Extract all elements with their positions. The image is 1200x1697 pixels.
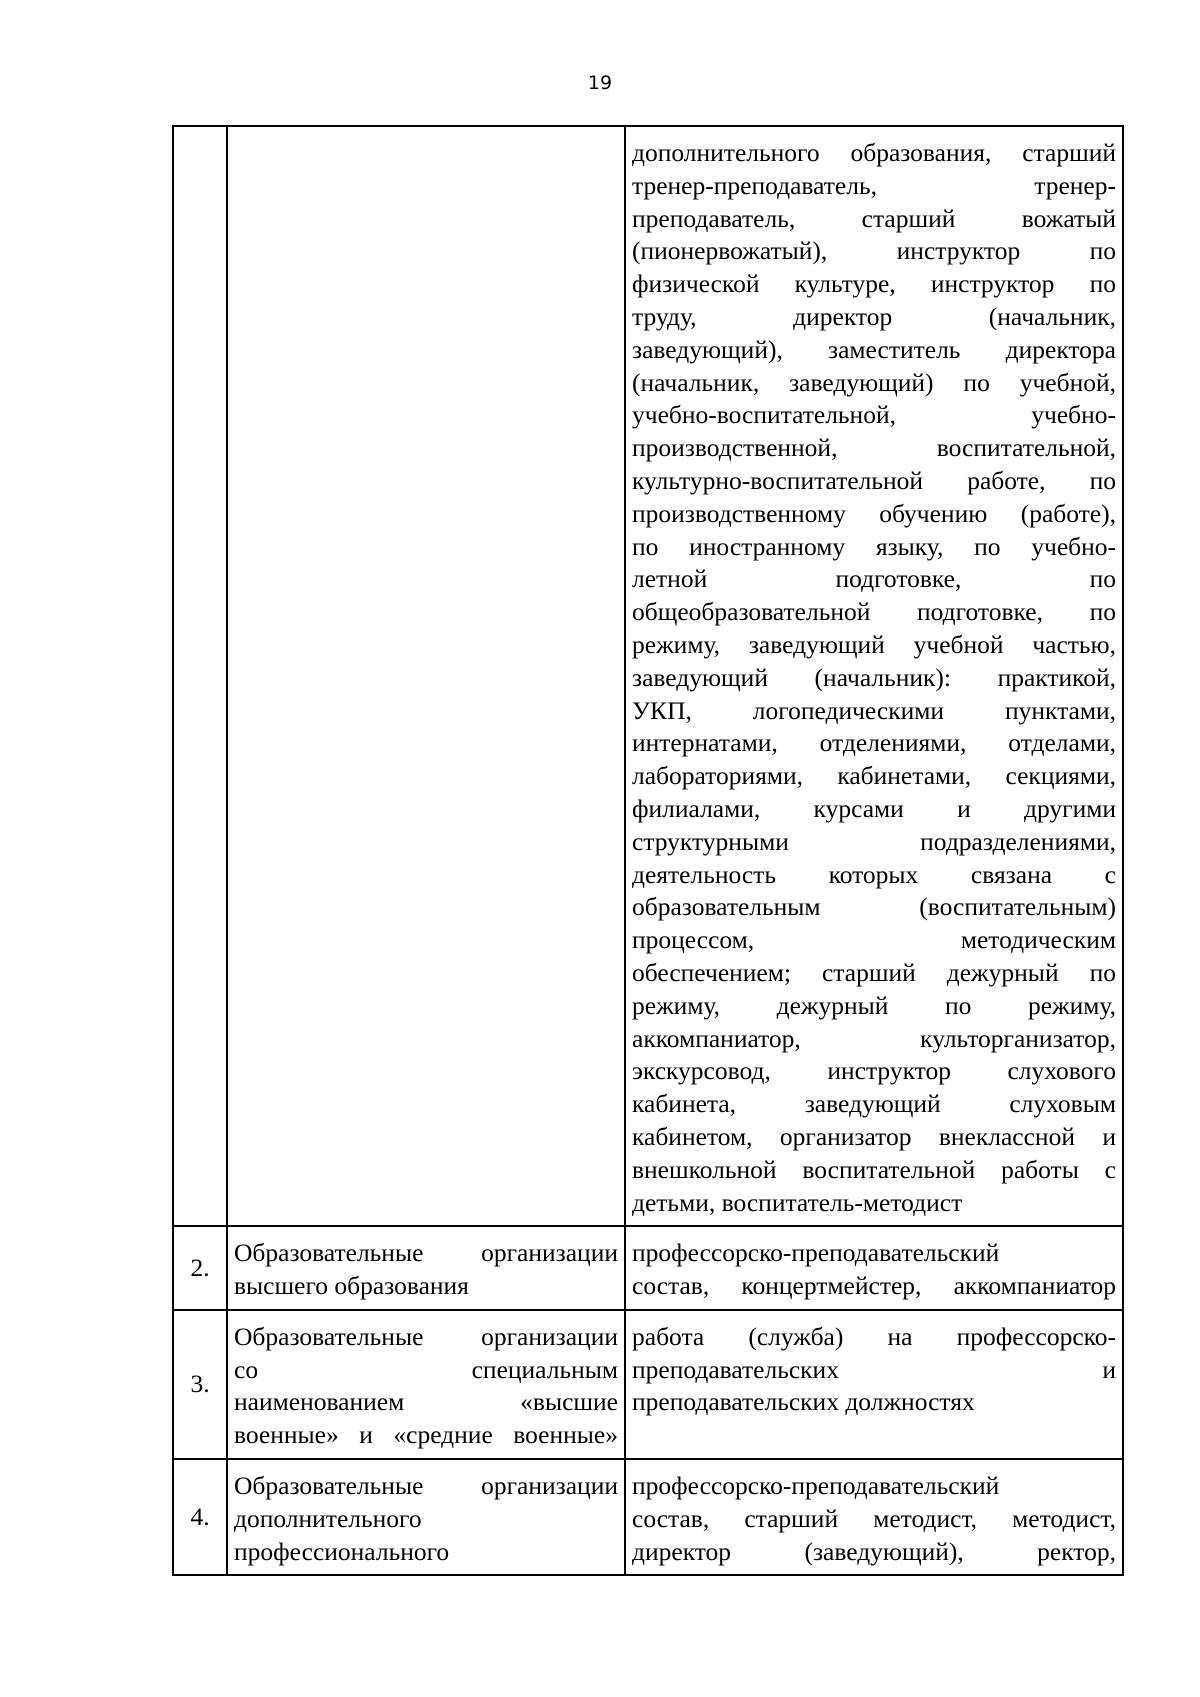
organization-cell xyxy=(227,1459,625,1575)
cell-text-line: наименованием «высшие xyxy=(234,1387,618,1417)
row-number-cell: 2. xyxy=(173,1226,227,1310)
cell-text-line: деятельность которых связана с xyxy=(632,859,1116,889)
cell-text-line: со специальным xyxy=(234,1354,618,1384)
cell-text-line: УКП, логопедическими пунктами, xyxy=(632,695,1116,725)
cell-text-line: обеспечением; старший дежурный по xyxy=(632,957,1116,987)
row-number-cell xyxy=(173,126,227,1226)
positions-cell xyxy=(625,1226,1123,1310)
cell-text-line: Образовательные организации xyxy=(234,1471,618,1501)
organization-cell xyxy=(227,1226,625,1310)
cell-text-line: труду, директор (начальник, xyxy=(632,301,1116,331)
table-row xyxy=(173,126,1123,1226)
cell-text-line: производственному обучению (работе), xyxy=(632,498,1116,528)
cell-text-line: структурными подразделениями, xyxy=(632,826,1116,856)
organization-cell xyxy=(227,1310,625,1459)
cell-text-line: преподавательских и xyxy=(632,1354,1116,1384)
cell-text-line: летной подготовке, по xyxy=(632,564,1116,594)
cell-text-line: военные» и «средние военные» xyxy=(234,1420,618,1450)
cell-text-line: профессорско-преподавательский xyxy=(632,1238,1000,1268)
positions-cell xyxy=(625,1310,1123,1459)
cell-text-line: аккомпаниатор, культорганизатор, xyxy=(632,1023,1116,1053)
cell-text-line: Образовательные организации xyxy=(234,1238,618,1268)
row-number-cell: 4. xyxy=(173,1459,227,1575)
cell-text-line: лабораториями, кабинетами, секциями, xyxy=(632,761,1116,791)
table-row xyxy=(173,1459,1123,1575)
cell-text-line: Образовательные организации xyxy=(234,1321,618,1351)
cell-text-line: профессионального xyxy=(234,1536,450,1566)
cell-text-line: режиму, заведующий учебной частью, xyxy=(632,629,1116,659)
cell-text-line: заведующий (начальник): практикой, xyxy=(632,662,1116,692)
cell-text-line: культурно-воспитательной работе, по xyxy=(632,465,1116,495)
cell-text-line: экскурсовод, инструктор слухового xyxy=(632,1056,1116,1086)
cell-text-line: преподаватель, старший вожатый xyxy=(632,203,1116,233)
cell-text-line: дополнительного xyxy=(234,1503,422,1533)
row-number-cell: 3. xyxy=(173,1310,227,1459)
cell-text-line: заведующий), заместитель директора xyxy=(632,334,1116,364)
cell-text-line: физической культуре, инструктор по xyxy=(632,269,1116,299)
cell-text-line: детьми, воспитатель-методист xyxy=(632,1187,963,1217)
cell-text-line: директор (заведующий), ректор, xyxy=(632,1536,1116,1566)
positions-table xyxy=(172,125,1124,1576)
cell-text-line: по иностранному языку, по учебно- xyxy=(632,531,1116,561)
positions-cell xyxy=(625,1459,1123,1575)
page-number: 19 xyxy=(587,72,613,94)
cell-text-line: общеобразовательной подготовке, по xyxy=(632,597,1116,627)
cell-text-line: высшего образования xyxy=(234,1271,469,1301)
cell-text-line: работа (служба) на профессорско- xyxy=(632,1321,1116,1351)
cell-text-line: профессорско-преподавательский xyxy=(632,1471,1000,1501)
positions-cell xyxy=(625,126,1123,1226)
cell-text-line: режиму, дежурный по режиму, xyxy=(632,990,1116,1020)
cell-text-line: (начальник, заведующий) по учебной, xyxy=(632,367,1116,397)
cell-text-line: дополнительного образования, старший xyxy=(632,138,1116,167)
cell-text-line: интернатами, отделениями, отделами, xyxy=(632,728,1116,758)
cell-text-line: преподавательских должностях xyxy=(632,1387,975,1417)
cell-text-line: состав, старший методист, методист, xyxy=(632,1503,1116,1533)
cell-text-line: производственной, воспитательной, xyxy=(632,433,1116,463)
cell-text-line: кабинетом, организатор внеклассной и xyxy=(632,1121,1116,1151)
cell-text-line: процессом, методическим xyxy=(632,925,1116,955)
cell-text-line: тренер-преподаватель, тренер- xyxy=(632,170,1116,200)
cell-text-line: кабинета, заведующий слуховым xyxy=(632,1089,1116,1119)
cell-text-line: (пионервожатый), инструктор по xyxy=(632,236,1116,266)
organization-cell xyxy=(227,126,625,1226)
cell-text-line: учебно-воспитательной, учебно- xyxy=(632,400,1116,430)
table-row xyxy=(173,1226,1123,1310)
table-body xyxy=(173,126,1123,1575)
cell-text-line: состав, концертмейстер, аккомпаниатор xyxy=(632,1271,1116,1301)
cell-text-line: филиалами, курсами и другими xyxy=(632,793,1116,823)
cell-text-line: образовательным (воспитательным) xyxy=(632,892,1116,922)
table-row xyxy=(173,1310,1123,1459)
cell-text-line: внешкольной воспитательной работы с xyxy=(632,1154,1116,1184)
